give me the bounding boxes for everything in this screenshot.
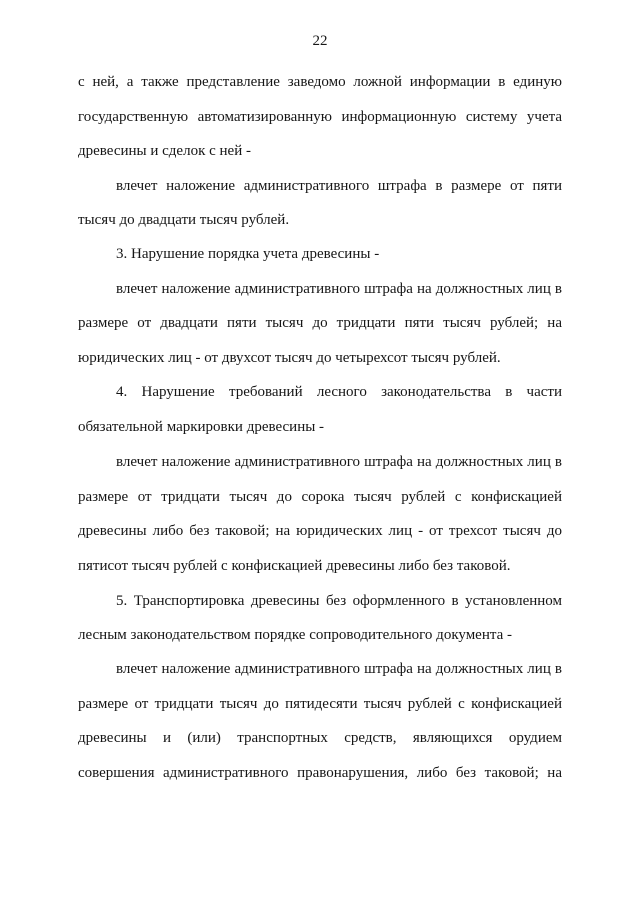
page-number: 22 xyxy=(312,33,328,49)
text-line: лесным законодательством порядке сопроводительного документа - xyxy=(78,627,513,643)
text-line: размере от тридцати тысяч до пятидесяти тысяч рублей с конфискацией xyxy=(78,696,562,712)
text-line: древесины и сделок с ней - xyxy=(78,143,251,159)
text-line: 5. Транспортировка древесины без оформленного в установленном xyxy=(116,593,562,609)
text-line: влечет наложение административного штрафа на должностных лиц в xyxy=(116,454,562,470)
text-line: 3. Нарушение порядка учета древесины - xyxy=(116,246,380,262)
text-line: с ней, а также представление заведомо ложной информации в единую xyxy=(78,74,562,90)
text-line: государственную автоматизированную информационную систему учета xyxy=(78,109,562,125)
text-line: размере от двадцати пяти тысяч до тридцати пяти тысяч рублей; на xyxy=(78,315,562,331)
text-line: пятисот тысяч рублей с конфискацией древесины либо без таковой. xyxy=(78,558,511,574)
text-line: влечет наложение административного штрафа на должностных лиц в xyxy=(116,661,562,677)
text-line: влечет наложение административного штрафа на должностных лиц в xyxy=(116,281,562,297)
text-line: влечет наложение административного штрафа в размере от пяти xyxy=(116,178,562,194)
text-line: юридических лиц - от двухсот тысяч до четырехсот тысяч рублей. xyxy=(78,350,501,366)
text-line: обязательной маркировки древесины - xyxy=(78,419,325,435)
text-line: древесины либо без таковой; на юридических лиц - от трехсот тысяч до xyxy=(78,523,562,539)
text-line: тысяч до двадцати тысяч рублей. xyxy=(78,212,290,228)
text-line: совершения административного правонарушения, либо без таковой; на xyxy=(78,765,562,781)
text-line: размере от тридцати тысяч до сорока тысяч рублей с конфискацией xyxy=(78,489,562,505)
text-line: 4. Нарушение требований лесного законодательства в части xyxy=(116,384,562,400)
text-line: древесины и (или) транспортных средств, являющихся орудием xyxy=(78,730,562,746)
